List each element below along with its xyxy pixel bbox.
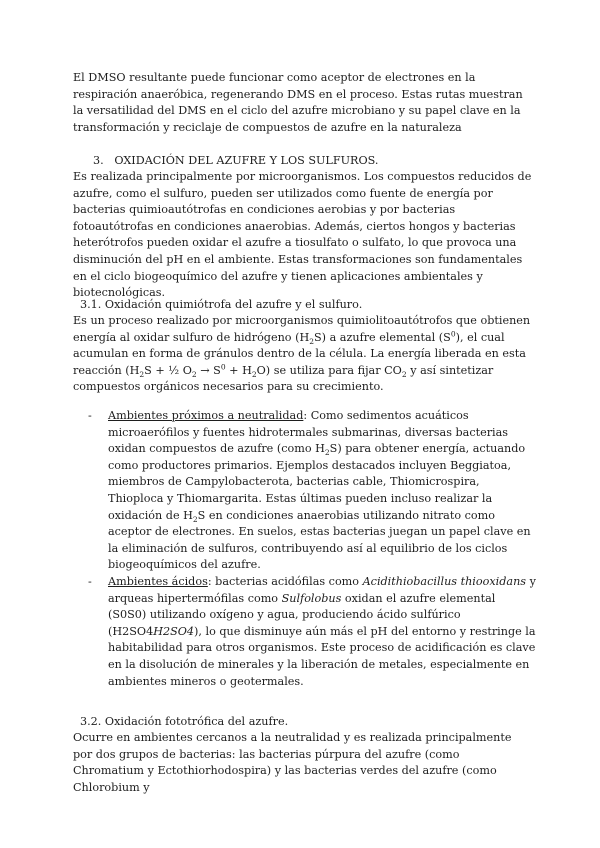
section-3-number: 3. bbox=[93, 154, 104, 167]
section-3-body: Es realizada principalmente por microorganismos. Los compuestos reducidos de azufre, como el sulfuro, pueden ser utilizados como fuente de energía por bacterias quimioautótrofas en condiciones aerobias y por bacterias fotoautótrofas en condiciones anaerobias. Además, ciertos hongos y bacterias heterótrofos pueden oxidar el azufre a tiosulfato o sulfato, lo que provoca una disminución del pH en el ambiente. Estas transformaciones son fundamentales en el ciclo biogeoquímico del azufre y tienen aplicaciones ambientales y biotecnológicas. bbox=[73, 170, 532, 300]
section-3-1-title: 3.1. Oxidación quimiótrofa del azufre y el sulfuro. bbox=[80, 298, 363, 311]
section-3-2-title: 3.2. Oxidación fototrófica del azufre. bbox=[80, 715, 289, 728]
bullet-label: Ambientes próximos a neutralidad bbox=[108, 409, 304, 422]
list-item: - Ambientes ácidos: bacterias acidófilas como Acidithiobacillus thiooxidans y arqueas hipertermófilas como Sulfolobus oxidan el azufre elemental (S0S0) utilizando oxígeno y agua, produciendo ácido sulfúrico (H2SO4H2SO4), lo que disminuye aún más el pH del entorno y restringe la habitabilidad para otros organismos. Este proceso de acidificación es clave en la disolución de minerales y la liberación de metales, especialmente en ambientes mineros o geotermales. bbox=[88, 574, 536, 688]
bullet-dash: - bbox=[88, 574, 92, 588]
list-item: - Ambientes próximos a neutralidad: Como sedimentos acuáticos microaerófilos y fuentes hidrotermales submarinas, diversas bacterias oxidan compuestos de azufre (como $H_2S$) para obtener energía, actuando como productores primarios. Ejemplos destacados incluyen Beggiatoa, miembros de Campylobacterota, bacterias cable, Thiomicrospira, Thioploca y Thiomargarita. Estas últimas pueden incluso realizar la oxidación de $H_2S$ en condiciones anaerobias utilizando nitrato como aceptor de electrones. En suelos, estas bacterias juegan un papel clave en la eliminación de sulfuros, contribuyendo así al equilibrio de los ciclos biogeoquímicos del azufre. bbox=[88, 409, 531, 572]
section-3-heading bbox=[93, 153, 378, 170]
section-3-2-body: Ocurre en ambientes cercanos a la neutralidad y es realizada principalmente por dos grupos de bacterias: las bacterias púrpura del azufre (como Chromatium y Ectothiorhodospira) y las bacterias verdes del azufre (como Chlorobium y bbox=[73, 731, 512, 794]
section-3-title: OXIDACIÓN DEL AZUFRE Y LOS SULFUROS. bbox=[114, 154, 379, 167]
bullet-label: Ambientes ácidos bbox=[108, 574, 208, 588]
section-3-1-body: Es un proceso realizado por microorganismos quimiolitoautótrofos que obtienen energía al oxidar sulfuro de hidrógeno $(H_2S)$ a azufre elemental $(S^0)$, el cual acumulan en forma de gránulos dentro de la célula. La energía liberada en esta reacción ($H_2S$ + ½ $O_2 \to S^0 + H_2O$) se utiliza para fijar $CO_2$ y así sintetizar compuestos orgánicos necesarios para su crecimiento. bbox=[73, 314, 531, 394]
bullet-list bbox=[88, 408, 536, 690]
bullet-dash: - bbox=[88, 409, 92, 422]
intro-paragraph: El DMSO resultante puede funcionar como aceptor de electrones en la respiración anaeróbica, regenerando DMS en el proceso. Estas rutas muestran la versatilidad del DMS en el ciclo del azufre microbiano y su papel clave en la transformación y reciclaje de compuestos de azufre en la naturaleza bbox=[73, 71, 523, 134]
